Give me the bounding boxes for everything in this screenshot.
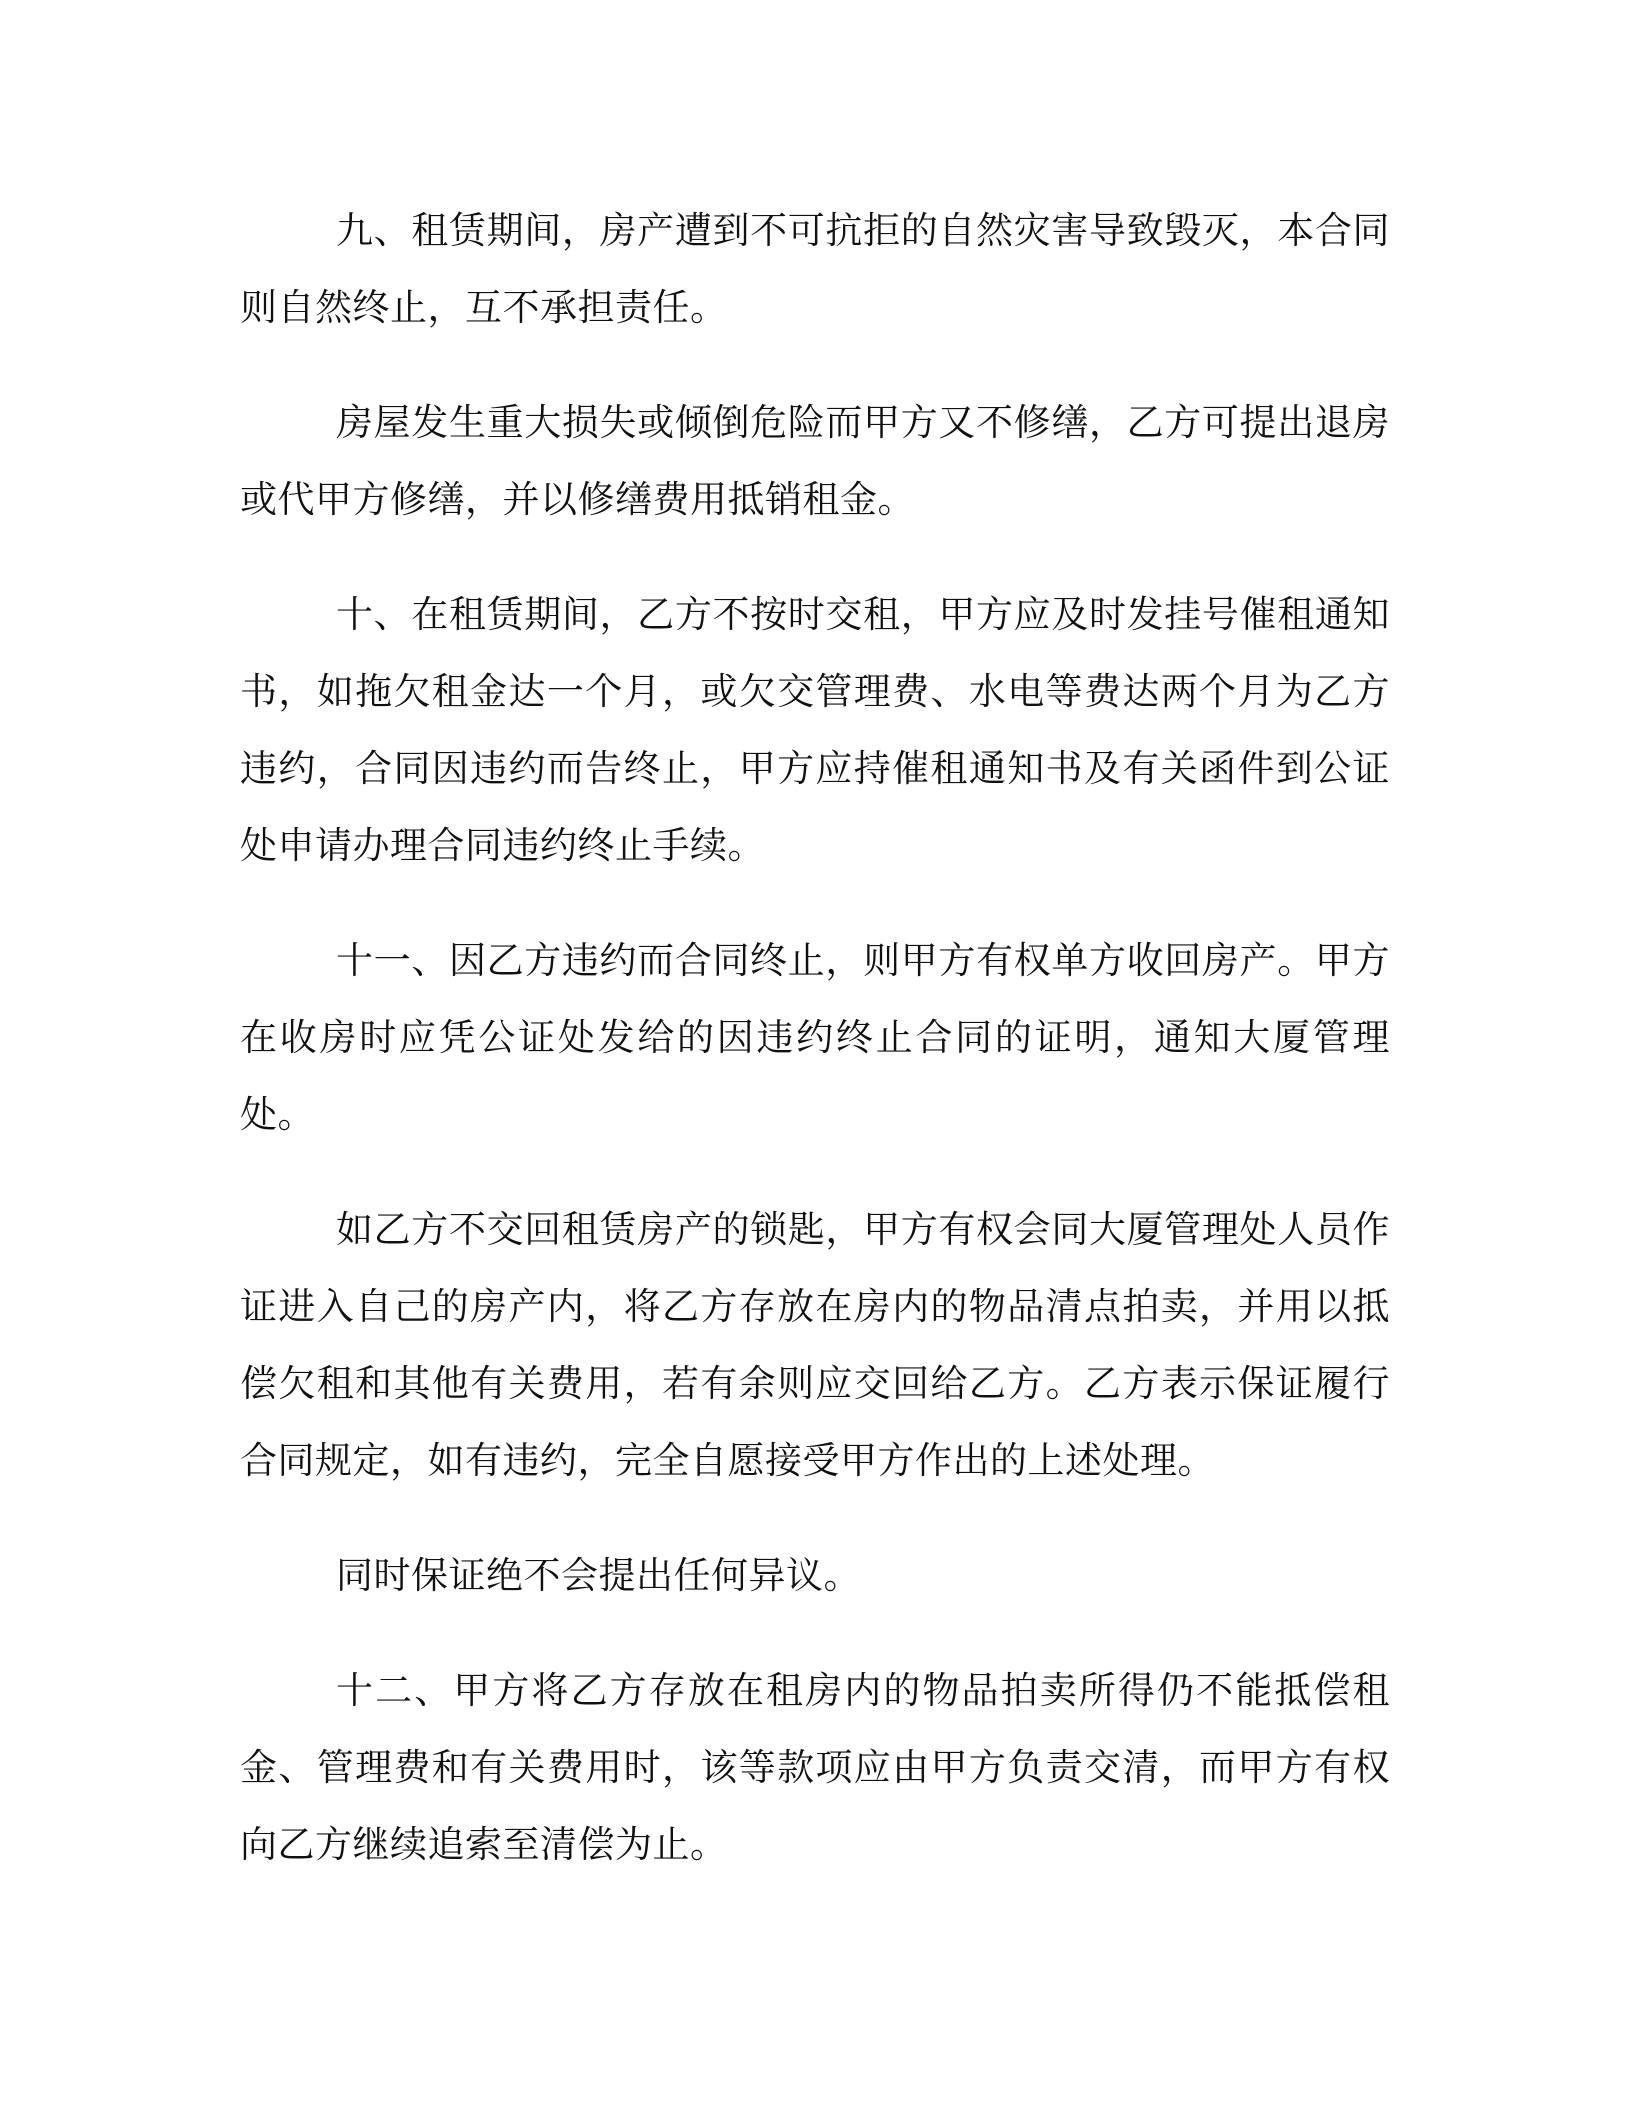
clause-11-paragraph: 十一、因乙方违约而合同终止，则甲方有权单方收回房产。甲方在收房时应凭公证处发给的因违约终止合同的证明，通知大厦管理处。 — [240, 939, 1390, 1136]
clause-9-paragraph: 九、租赁期间，房产遭到不可抗拒的自然灾害导致毁灭，本合同则自然终止，互不承担责任。 — [240, 209, 1390, 329]
clause-12-paragraph: 十二、甲方将乙方存放在租房内的物品拍卖所得仍不能抵偿租金、管理费和有关费用时，该等款项应由甲方负责交清，而甲方有权向乙方继续追索至清偿为止。 — [240, 1669, 1390, 1866]
clause-11-supplement-paragraph: 如乙方不交回租赁房产的锁匙，甲方有权会同大厦管理处人员作证进入自己的房产内，将乙方存放在房内的物品清点拍卖，并用以抵偿欠租和其他有关费用，若有余则应交回给乙方。乙方表示保证履行合同规定，如有违约，完全自愿接受甲方作出的上述处理。 — [240, 1208, 1390, 1482]
document-body — [240, 192, 1390, 1921]
clause-11-objection-paragraph: 同时保证绝不会提出任何异议。 — [336, 1554, 861, 1597]
clause-10-paragraph: 十、在租赁期间，乙方不按时交租，甲方应及时发挂号催租通知书，如拖欠租金达一个月，或欠交管理费、水电等费达两个月为乙方违约，合同因违约而告终止，甲方应持催租通知书及有关函件到公证处申请办理合同违约终止手续。 — [240, 593, 1390, 867]
clause-9-supplement-paragraph: 房屋发生重大损失或倾倒危险而甲方又不修缮，乙方可提出退房或代甲方修缮，并以修缮费用抵销租金。 — [240, 401, 1390, 521]
